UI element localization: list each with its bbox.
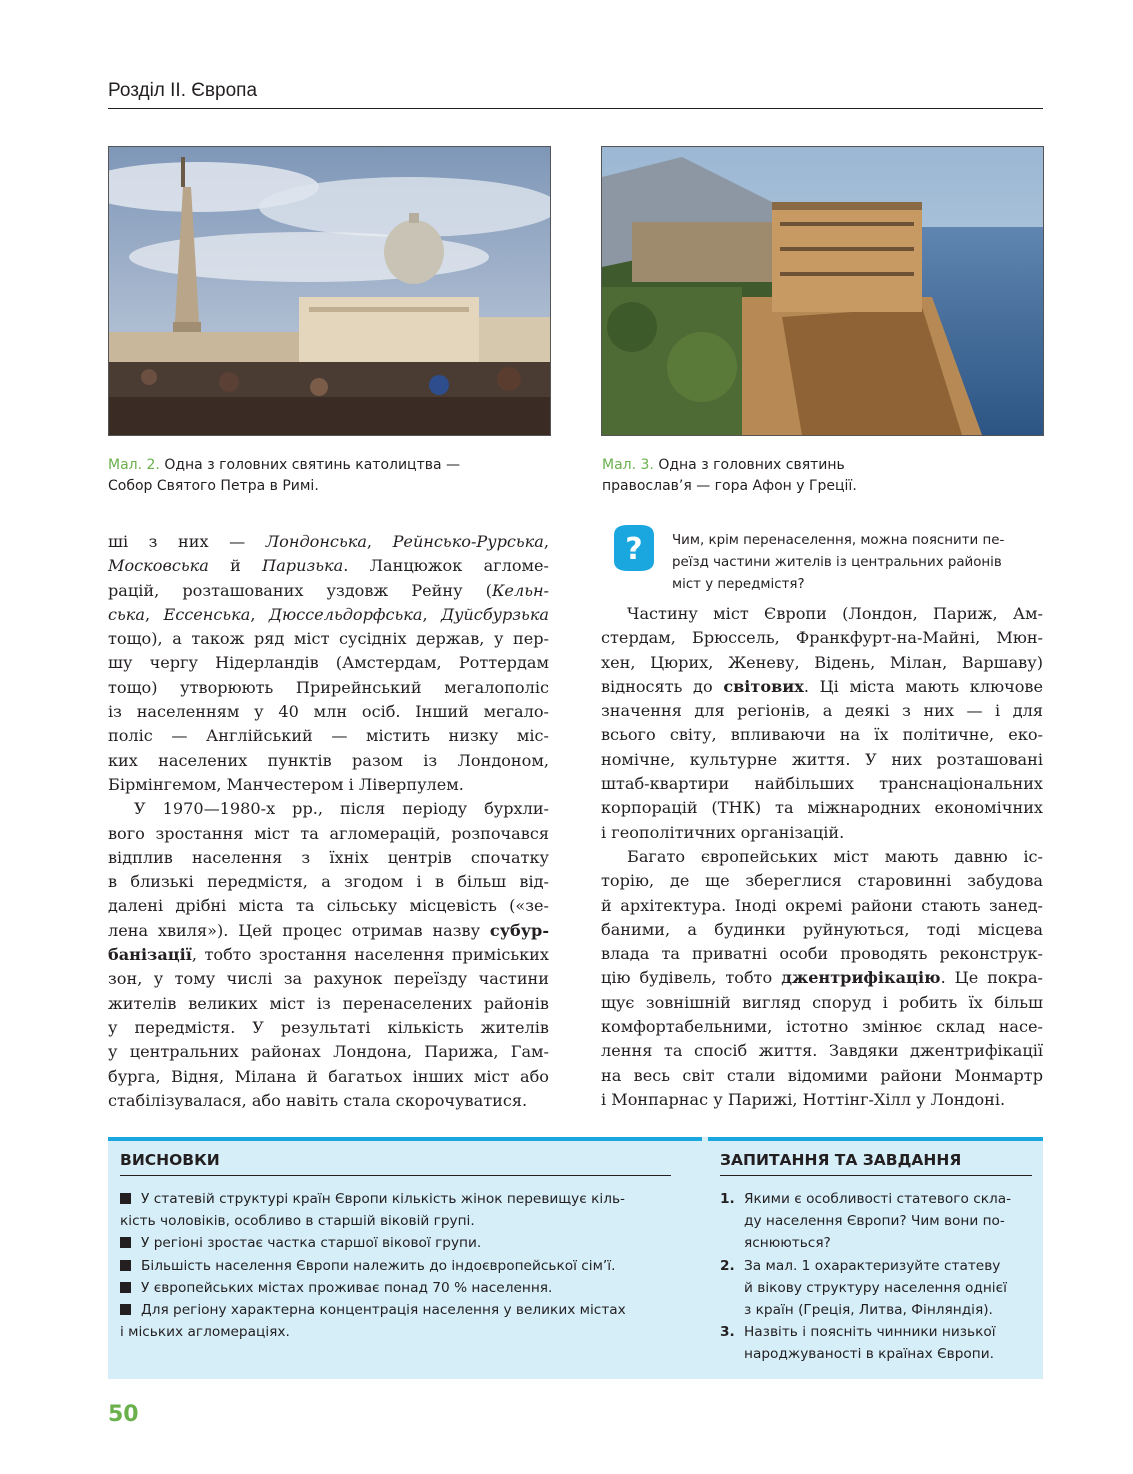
- conclusion-item: [120, 1232, 675, 1254]
- text-segment: відплив населення з їхніх центрів спочатку: [108, 847, 549, 867]
- text-segment: у центральних районах Лондона, Парижа, Гам-: [108, 1042, 549, 1062]
- text-line: [108, 870, 549, 894]
- text-line: [601, 699, 1043, 723]
- text-segment: далені дрібні міста та сільську місцевість («зе-: [108, 896, 549, 916]
- conclusion-line: [120, 1277, 675, 1299]
- text-segment: стабілізувалася, або навіть стала скорочуватися.: [108, 1090, 528, 1110]
- figure-2-caption-line1: Одна з головних святинь католицтва —: [164, 457, 461, 473]
- text-segment: У 1970—1980-х рр., після періоду бурхли-: [134, 799, 549, 819]
- text-segment: жителів великих міст із перенаселених районів: [108, 993, 549, 1013]
- conclusions-title: ВИСНОВКИ: [120, 1151, 220, 1169]
- task-item: [720, 1321, 1035, 1365]
- conclusion-item: [120, 1277, 675, 1299]
- summary-top-bar-left: [108, 1137, 702, 1141]
- text-line: [108, 1016, 549, 1040]
- svg-text:?: ?: [625, 532, 643, 567]
- right-paragraph-2: [601, 845, 1043, 1112]
- text-line: [108, 554, 549, 578]
- text-segment: Дуйсбурзька: [441, 604, 550, 624]
- text-line: [108, 627, 549, 651]
- question-line1: Чим, крім перенаселення, можна пояснити пе-: [672, 533, 1005, 548]
- text-segment: Бірмінгемом, Манчестером і Ліверпулем.: [108, 774, 464, 794]
- text-line: [108, 1089, 549, 1113]
- text-line: [601, 675, 1043, 699]
- text-segment: ,: [366, 532, 393, 551]
- text-line: [601, 942, 1043, 966]
- conclusion-text: Для регіону характерна концентрація населення у великих містах: [141, 1302, 626, 1319]
- text-segment: бурга, Відня, Мілана й багатьох інших міст або: [108, 1066, 549, 1086]
- header-title: Розділ ІІ. Європа: [108, 80, 258, 101]
- figure-2-caption: [108, 455, 549, 497]
- conclusion-line: [120, 1255, 675, 1277]
- task-item: [720, 1188, 1035, 1255]
- tasks-list: [720, 1188, 1035, 1366]
- task-number: 2.: [720, 1257, 735, 1274]
- conclusions-rule: [120, 1175, 671, 1176]
- text-segment: торію, де ще збереглися старовинні забудова: [601, 871, 1043, 891]
- text-segment: Частину міст Європи (Лондон, Париж, Ам-: [627, 604, 1043, 623]
- text-segment: банізації: [108, 945, 192, 965]
- text-segment: цію будівель, тобто: [601, 968, 782, 988]
- text-segment: джентрифікацію: [781, 968, 941, 988]
- text-line: [601, 918, 1043, 942]
- text-segment: тощо), а також ряд міст сусідніх держав, у пер-: [108, 629, 549, 649]
- question-line2: реїзд частини жителів із центральних районів: [672, 555, 1002, 570]
- right-text-column: [601, 602, 1043, 1112]
- text-segment: штаб-квартири найбільших транснаціональних: [601, 774, 1043, 794]
- left-text-column: [108, 530, 549, 1113]
- text-segment: . Ці міста мають ключове: [803, 676, 1043, 696]
- text-line: [601, 821, 1043, 845]
- text-segment: шу чергу Нідерландів (Амстердам, Роттердам: [108, 653, 549, 673]
- conclusion-text: У регіоні зростає частка старшої вікової групи.: [141, 1235, 482, 1252]
- task-line: Назвіть і поясніть чинники низької: [744, 1324, 996, 1341]
- question-line3: міст у передмістя?: [672, 577, 805, 592]
- conclusion-line: [120, 1321, 675, 1343]
- text-line: [601, 894, 1043, 918]
- text-segment: комфортабельними, істотно змінює склад насе-: [601, 1017, 1043, 1037]
- right-paragraph-1: [601, 602, 1043, 845]
- text-line: [601, 1064, 1043, 1088]
- bullet-square-icon: [120, 1304, 131, 1315]
- text-line: [108, 676, 549, 700]
- text-segment: рацій, розташованих уздовж Рейну (: [108, 580, 492, 600]
- text-segment: баними, а будинки руйнуються, тоді місцева: [601, 919, 1043, 939]
- text-segment: Ессенська: [163, 604, 251, 624]
- tasks-rule: [720, 1175, 1032, 1176]
- page-number: 50: [108, 1402, 139, 1427]
- bullet-square-icon: [120, 1237, 131, 1248]
- text-segment: відносять до: [601, 676, 724, 696]
- text-segment: значення для регіонів, а деякі з них — і для: [601, 701, 1043, 721]
- task-line: За мал. 1 охарактеризуйте статеву: [744, 1257, 1001, 1274]
- text-segment: номічне, культурне життя. У них розташовані: [601, 749, 1043, 769]
- text-line: [108, 822, 549, 846]
- text-line: [108, 749, 549, 773]
- figure-2-label: Мал. 2.: [108, 457, 160, 473]
- text-segment: лена хвиля»). Цей процес отримав назву: [108, 920, 490, 940]
- text-line: [108, 894, 549, 918]
- text-segment: ,: [422, 604, 442, 624]
- text-line: [601, 1039, 1043, 1063]
- text-segment: всього світу, впливаючи на їх політичне, еко-: [601, 725, 1043, 745]
- text-line: [601, 651, 1043, 675]
- text-line: [601, 772, 1043, 796]
- conclusion-item: [120, 1299, 675, 1343]
- conclusion-text: Більшість населення Європи належить до індоєвропейської сім’ї.: [141, 1257, 616, 1274]
- text-line: [601, 602, 1043, 626]
- task-line: з країн (Греція, Литва, Фінляндія).: [744, 1302, 993, 1319]
- text-line: [601, 796, 1043, 820]
- question-mark-icon: [602, 525, 654, 571]
- text-line: [108, 1065, 549, 1089]
- conclusion-line: [120, 1210, 675, 1232]
- conclusion-item: [120, 1188, 675, 1232]
- left-paragraph-2: [108, 797, 549, 1113]
- text-line: [108, 943, 549, 967]
- text-segment: світових: [723, 676, 804, 696]
- text-segment: щує зовнішній вигляд споруд і робить їх більш: [601, 992, 1043, 1012]
- text-line: [108, 700, 549, 724]
- conclusion-text: і міських агломераціях.: [120, 1324, 290, 1341]
- conclusion-text: кість чоловіків, особливо в старшій віковій групі.: [120, 1213, 475, 1230]
- question-prompt: [672, 530, 1044, 596]
- text-line: [108, 846, 549, 870]
- text-line: [108, 579, 549, 603]
- text-segment: і Монпарнас у Парижі, Ноттінг-Хілл у Лондоні.: [601, 1089, 1006, 1109]
- text-segment: корпорацій (ТНК) та міжнародних економічних: [601, 798, 1043, 818]
- text-segment: й архітектура. Іноді окремі райони стають занед-: [601, 895, 1043, 915]
- text-segment: ких населених пунктів разом із Лондоном,: [108, 750, 549, 770]
- text-line: [601, 723, 1043, 747]
- text-segment: субур-: [489, 920, 549, 940]
- text-segment: поліс — Англійський — містить низку міс-: [108, 726, 549, 746]
- text-line: [108, 773, 549, 797]
- task-line: народжуваності в країнах Європи.: [744, 1346, 994, 1363]
- figure-3-caption: [602, 455, 1043, 497]
- conclusion-text: У статевій структурі країн Європи кількість жінок перевищує кіль-: [141, 1191, 625, 1207]
- text-segment: на весь світ стали відомими райони Монмартр: [601, 1065, 1043, 1085]
- conclusion-line: [120, 1232, 675, 1254]
- text-segment: , тобто зростання населення приміських: [191, 945, 549, 965]
- task-line: ду населення Європи? Чим вони по-: [744, 1213, 1005, 1230]
- bullet-square-icon: [120, 1282, 131, 1293]
- st-peters-photo: [108, 146, 551, 436]
- text-line: [601, 845, 1043, 869]
- text-segment: Лондонська: [265, 532, 367, 551]
- text-line: [108, 1040, 549, 1064]
- conclusions-list: [120, 1188, 675, 1343]
- text-segment: Паризька: [262, 556, 344, 576]
- text-segment: ,: [250, 604, 269, 624]
- text-segment: . Це покра-: [940, 968, 1043, 988]
- text-segment: тощо) утворюють Прирейнський мегалополіс: [108, 677, 549, 697]
- text-segment: вого зростання міст та агломерацій, розпочався: [108, 823, 549, 843]
- text-segment: Кельн-: [491, 580, 549, 600]
- text-segment: лення та спосіб життя. Завдяки джентрифікації: [601, 1041, 1043, 1061]
- summary-top-bar-right: [708, 1137, 1043, 1141]
- task-line: й вікову структуру населення однієї: [744, 1279, 1007, 1296]
- text-segment: в близькі передмістя, а згодом і в більш від-: [108, 872, 549, 892]
- tasks-title: ЗАПИТАННЯ ТА ЗАВДАННЯ: [720, 1151, 962, 1169]
- text-segment: у передмістя. У результаті кількість жителів: [108, 1017, 549, 1037]
- figure-3-caption-line1: Одна з головних святинь: [658, 457, 845, 473]
- text-segment: із населенням у 40 млн осіб. Інший мегало-: [108, 702, 549, 722]
- text-segment: ,: [144, 604, 164, 624]
- figure-2-caption-line2: Собор Святого Петра в Римі.: [108, 478, 319, 494]
- text-line: [601, 626, 1043, 650]
- text-line: [601, 1015, 1043, 1039]
- conclusion-line: [120, 1299, 675, 1321]
- text-segment: Дюссельдорфська: [268, 604, 423, 624]
- task-line: Якими є особливості статевого скла-: [744, 1191, 1012, 1207]
- conclusion-item: [120, 1255, 675, 1277]
- text-segment: ська: [108, 604, 145, 624]
- task-number: 3.: [720, 1324, 735, 1341]
- text-segment: Рейнсько-Рурська: [392, 532, 544, 551]
- text-line: [601, 869, 1043, 893]
- mount-athos-photo: [601, 146, 1044, 436]
- task-item: [720, 1255, 1035, 1322]
- text-line: [601, 1088, 1043, 1112]
- text-line: [601, 748, 1043, 772]
- text-line: [601, 991, 1043, 1015]
- task-number: 1.: [720, 1191, 735, 1207]
- text-line: [601, 966, 1043, 990]
- text-segment: зон, у тому числі за рахунок переїзду частини: [108, 969, 549, 989]
- conclusion-line: [120, 1188, 675, 1210]
- text-line: [108, 919, 549, 943]
- text-segment: Багато європейських міст мають давню іс-: [627, 846, 1043, 866]
- text-segment: влада та приватні особи проводять реконструк-: [601, 944, 1043, 964]
- conclusion-text: У європейських містах проживає понад 70 % населення.: [141, 1279, 553, 1296]
- text-line: [108, 651, 549, 675]
- text-segment: стердам, Брюссель, Франкфурт-на-Майні, Мюн-: [601, 628, 1043, 648]
- text-line: [108, 967, 549, 991]
- running-header: [108, 80, 1043, 109]
- text-segment: і геополітичних організацій.: [601, 822, 845, 842]
- text-segment: й: [208, 556, 263, 576]
- text-line: [108, 797, 549, 821]
- figure-3-label: Мал. 3.: [602, 457, 654, 473]
- left-paragraph-1: [108, 530, 549, 797]
- text-line: [108, 530, 549, 554]
- text-line: [108, 603, 549, 627]
- text-segment: Московська: [108, 556, 209, 576]
- task-line: яснюються?: [744, 1235, 831, 1252]
- figure-3-caption-line2: православ’я — гора Афон у Греції.: [602, 478, 857, 494]
- bullet-square-icon: [120, 1193, 131, 1204]
- text-line: [108, 724, 549, 748]
- text-segment: хен, Цюрих, Женеву, Відень, Мілан, Варшаву): [601, 652, 1043, 672]
- text-segment: . Ланцюжок агломе-: [343, 556, 549, 576]
- bullet-square-icon: [120, 1260, 131, 1271]
- text-line: [108, 992, 549, 1016]
- text-segment: ші з них —: [108, 532, 266, 551]
- text-segment: ,: [543, 532, 549, 551]
